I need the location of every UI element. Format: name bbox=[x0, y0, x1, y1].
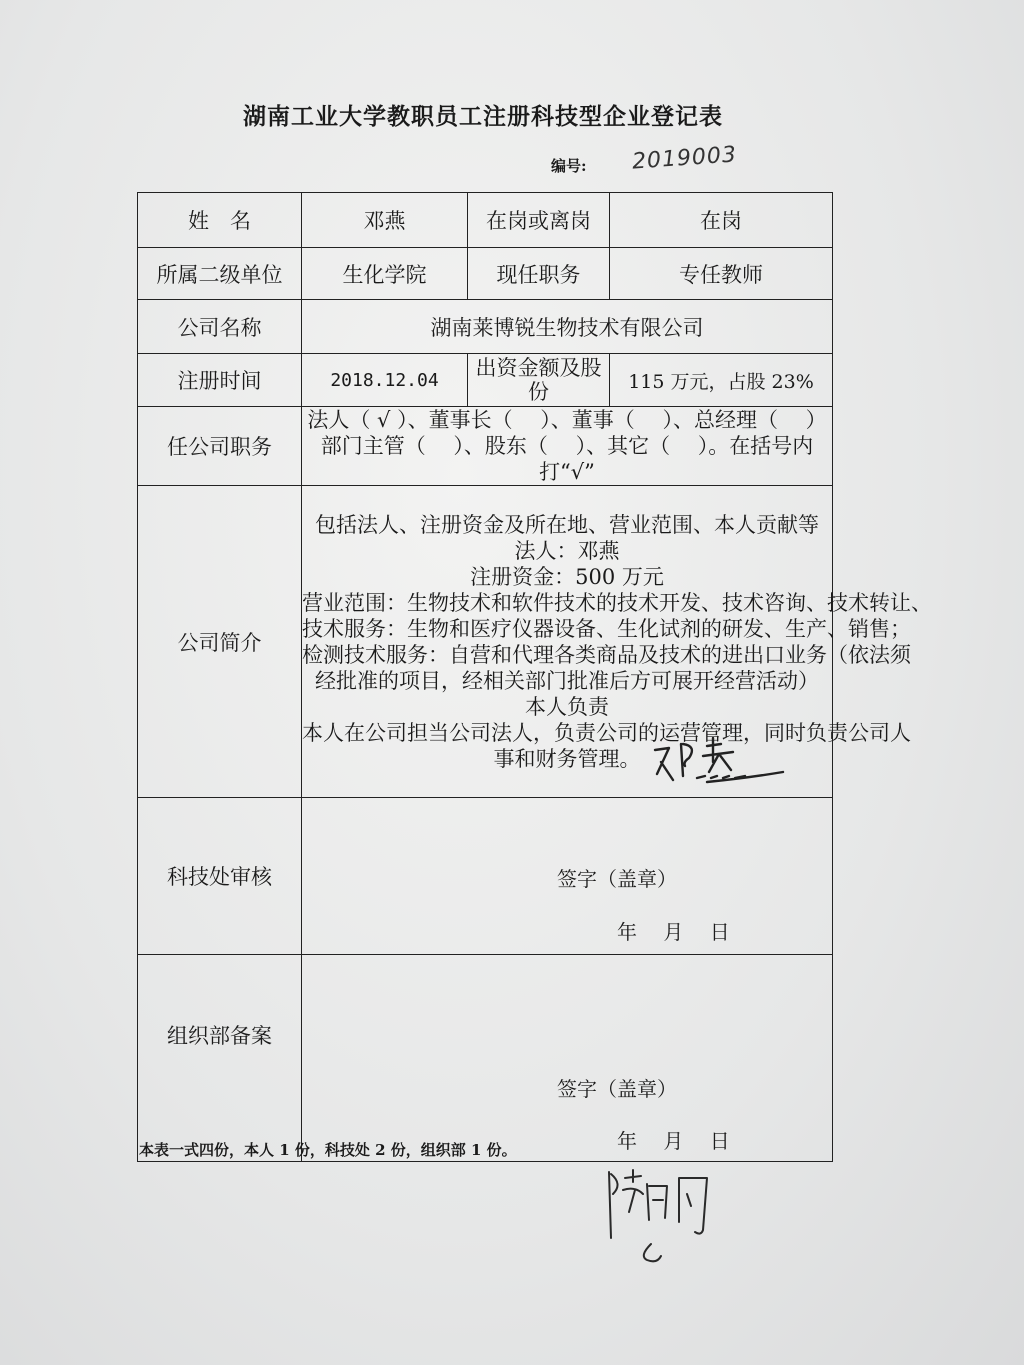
name-value: 邓燕 bbox=[302, 193, 468, 248]
intro-line: 包括法人、注册资金及所在地、营业范围、本人贡献等 bbox=[315, 512, 819, 537]
intro-line: 技术服务：生物和医疗仪器设备、生化试剂的研发、生产、销售； bbox=[302, 616, 911, 641]
serial-label: 编号: bbox=[551, 157, 587, 175]
duty-options bbox=[302, 407, 833, 486]
tech-review-date-text: 年 月 日 bbox=[617, 920, 730, 944]
row-tech-review bbox=[138, 798, 833, 955]
row-name bbox=[138, 193, 833, 248]
position-value: 专任教师 bbox=[610, 248, 833, 300]
row-intro bbox=[138, 486, 833, 798]
investment-label: 出资金额及股份 bbox=[468, 354, 610, 407]
investment-value: 115 万元，占股 23% bbox=[610, 354, 833, 407]
position-label: 现任职务 bbox=[468, 248, 610, 300]
handwritten-initials bbox=[595, 1160, 725, 1270]
org-record-label: 组织部备案 bbox=[138, 955, 302, 1162]
tech-review-label: 科技处审核 bbox=[138, 798, 302, 955]
name-label: 姓 名 bbox=[138, 193, 302, 248]
handwritten-signature bbox=[647, 732, 787, 792]
intro-line: 注册资金：500 万元 bbox=[470, 564, 664, 589]
serial-value-handwritten: 2019003 bbox=[631, 142, 738, 175]
registration-form-table bbox=[137, 192, 932, 1162]
org-record-area bbox=[302, 955, 833, 1162]
reg-time-label: 注册时间 bbox=[138, 354, 302, 407]
unit-label: 所属二级单位 bbox=[138, 248, 302, 300]
intro-content bbox=[302, 486, 932, 798]
tech-review-area bbox=[302, 798, 833, 955]
reg-time-value: 2018.12.04 bbox=[302, 354, 468, 407]
document-title: 湖南工业大学教职员工注册科技型企业登记表 bbox=[243, 103, 723, 130]
row-registration bbox=[138, 354, 833, 407]
row-org-record bbox=[138, 955, 833, 1162]
company-value: 湖南莱博锐生物技术有限公司 bbox=[302, 300, 833, 354]
intro-line: 本人负责 bbox=[525, 694, 609, 719]
intro-line: 经批准的项目，经相关部门批准后方可展开经营活动） bbox=[315, 668, 819, 693]
intro-line: 营业范围：生物技术和软件技术的技术开发、技术咨询、技术转让、 bbox=[302, 590, 932, 615]
unit-value: 生化学院 bbox=[302, 248, 468, 300]
org-record-sign-text: 签字（盖章） bbox=[557, 1077, 677, 1101]
row-unit bbox=[138, 248, 833, 300]
intro-line: 法人：邓燕 bbox=[514, 538, 620, 563]
duty-line-2: 部门主管（ ）、股东（ ）、其它（ ）。在括号内打“√” bbox=[320, 434, 814, 484]
row-company bbox=[138, 300, 833, 354]
org-record-date-text: 年 月 日 bbox=[617, 1129, 730, 1153]
status-value: 在岗 bbox=[610, 193, 833, 248]
company-label: 公司名称 bbox=[138, 300, 302, 354]
footer-note: 本表一式四份，本人 1 份，科技处 2 份，组织部 1 份。 bbox=[139, 1141, 517, 1159]
intro-line: 本人在公司担当公司法人，负责公司的运营管理，同时负责公司人 bbox=[302, 720, 911, 745]
row-duty bbox=[138, 407, 833, 486]
status-label: 在岗或离岗 bbox=[468, 193, 610, 248]
intro-line: 检测技术服务：自营和代理各类商品及技术的进出口业务（依法须 bbox=[302, 642, 911, 667]
duty-line-1: 法人（ √ ）、董事长（ ）、董事（ ）、总经理（ ） bbox=[307, 408, 827, 432]
intro-line: 事和财务管理。 bbox=[493, 746, 641, 771]
tech-review-sign-text: 签字（盖章） bbox=[557, 867, 677, 891]
intro-label: 公司简介 bbox=[138, 486, 302, 798]
duty-label: 任公司职务 bbox=[138, 407, 302, 486]
